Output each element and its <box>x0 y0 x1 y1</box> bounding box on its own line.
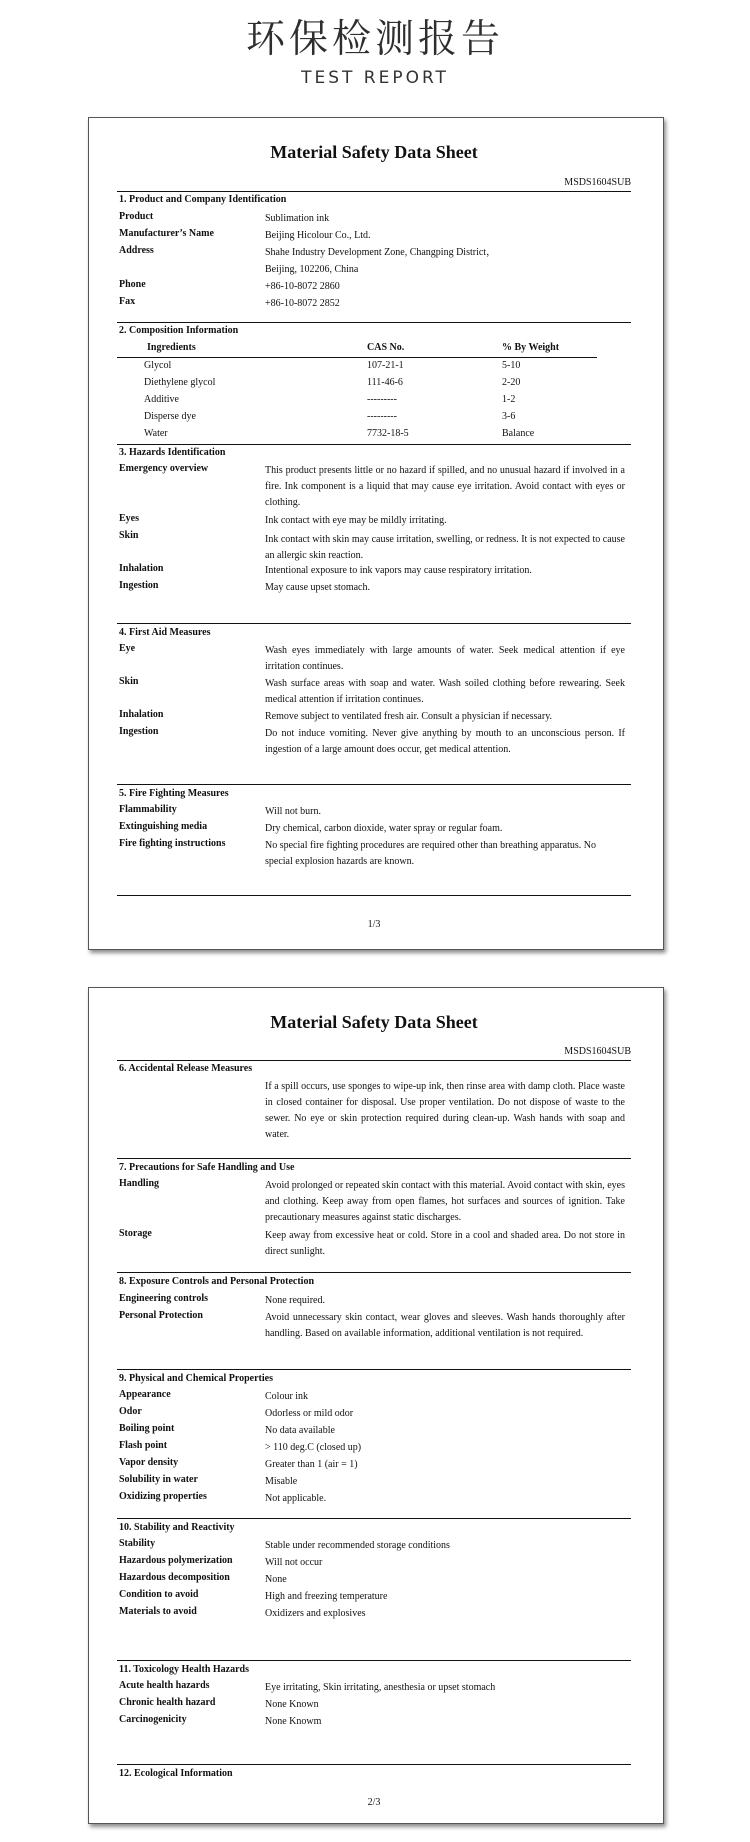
field-value: Do not induce vomiting. Never give anything by mouth to an unconscious person. If ingestion of a large amount does occur, get medical attention. <box>265 728 625 755</box>
field-label: Hazardous polymerization <box>119 1555 233 1566</box>
report-title-cn: 环保检测报告 <box>245 17 504 62</box>
msds-page-2 <box>88 987 664 1824</box>
composition-table-header <box>117 342 597 358</box>
field-label: Stability <box>119 1538 156 1549</box>
weight-cell: Balance <box>502 428 535 439</box>
field-label: Phone <box>119 279 146 290</box>
ingredient-cell: Diethylene glycol <box>144 377 216 388</box>
field-value: Shahe Industry Development Zone, Changping District， <box>265 247 497 258</box>
field-label: Fax <box>119 296 136 307</box>
weight-cell: 2-20 <box>502 377 521 388</box>
field-label: Appearance <box>119 1389 171 1400</box>
field-label: Eyes <box>119 513 139 524</box>
section-divider <box>117 444 631 445</box>
section-divider <box>117 1518 631 1519</box>
field-value: Eye irritating, Skin irritating, anesthesia or upset stomach <box>265 1682 496 1693</box>
column-header: % By Weight <box>502 342 560 353</box>
section-title: 9. Physical and Chemical Properties <box>119 1373 273 1384</box>
cas-cell: --------- <box>367 394 397 405</box>
section-divider <box>117 1158 631 1159</box>
field-value: Will not burn. <box>265 806 321 817</box>
section-title: 5. Fire Fighting Measures <box>119 788 229 799</box>
section-title: 2. Composition Information <box>119 325 239 336</box>
ingredient-cell: Disperse dye <box>144 411 196 422</box>
field-label: Boiling point <box>119 1423 175 1434</box>
field-value: Colour ink <box>265 1391 309 1402</box>
field-value: Odorless or mild odor <box>265 1408 354 1419</box>
field-value: Not applicable. <box>265 1493 327 1504</box>
section-divider <box>117 1764 631 1765</box>
field-label: Manufacturer’s Name <box>119 228 214 239</box>
doc-title: Material Safety Data Sheet <box>270 142 478 162</box>
field-value: Ink contact with eye may be mildly irritating. <box>265 515 447 526</box>
field-label: Handling <box>119 1178 160 1189</box>
field-value: Wash eyes immediately with large amounts of water. Seek medical attention if eye irritation continues. <box>265 645 625 672</box>
column-header: CAS No. <box>367 342 405 353</box>
ingredient-cell: Water <box>144 428 168 439</box>
ingredient-cell: Additive <box>144 394 179 405</box>
doc-code: MSDS1604SUB <box>564 177 631 188</box>
field-label: Inhalation <box>119 563 164 574</box>
doc-code: MSDS1604SUB <box>564 1046 631 1057</box>
field-label: Ingestion <box>119 580 159 591</box>
field-label: Emergency overview <box>119 463 209 474</box>
section-divider <box>117 1060 631 1061</box>
section-divider <box>117 191 631 192</box>
cas-cell: 107-21-1 <box>367 360 404 371</box>
footer-rule <box>117 895 631 896</box>
ingredient-cell: Glycol <box>144 360 172 371</box>
field-value: Stable under recommended storage conditions <box>265 1540 450 1551</box>
weight-cell: 5-10 <box>502 360 521 371</box>
field-label: Inhalation <box>119 709 164 720</box>
table-row <box>117 377 597 393</box>
field-value: Will not occur <box>265 1557 323 1568</box>
field-value: No data available <box>265 1425 335 1436</box>
field-value: Keep away from excessive heat or cold. Store in a cool and shaded area. Do not store in direct sunlight. <box>265 1230 625 1257</box>
field-value: Avoid unnecessary skin contact, wear gloves and sleeves. Wash hands thoroughly after handling. Based on available information, additional ventilation is not required. <box>265 1312 625 1339</box>
field-value: None Knowm <box>265 1716 322 1727</box>
field-value: Beijing, 102206, China <box>265 264 359 275</box>
field-value: May cause upset stomach. <box>265 582 370 593</box>
cas-cell: 7732-18-5 <box>367 428 409 439</box>
column-header: Ingredients <box>147 342 196 353</box>
section-title: 11. Toxicology Health Hazards <box>119 1664 250 1675</box>
field-label: Ingestion <box>119 726 159 737</box>
field-label: Flammability <box>119 804 177 815</box>
field-label: Flash point <box>119 1440 168 1451</box>
field-value: Ink contact with skin may cause irritation, swelling, or redness. It is not expected to cause an allergic skin reaction. <box>265 534 625 561</box>
section-title: 4. First Aid Measures <box>119 627 211 638</box>
field-label: Product <box>119 211 154 222</box>
section-title: 3. Hazards Identification <box>119 447 226 458</box>
section-title: 7. Precautions for Safe Handling and Use <box>119 1162 295 1173</box>
section-divider <box>117 1369 631 1370</box>
msds-page-1 <box>88 117 664 950</box>
field-label: Fire fighting instructions <box>119 838 226 849</box>
field-value: Misable <box>265 1476 298 1487</box>
field-label: Carcinogenicity <box>119 1714 187 1725</box>
field-value: None Known <box>265 1699 319 1710</box>
report-subtitle: TEST REPORT <box>301 68 449 88</box>
field-label: Skin <box>119 530 139 541</box>
field-label: Address <box>119 245 154 256</box>
field-value: +86-10-8072 2852 <box>265 298 340 309</box>
page-number: 1/3 <box>367 919 381 930</box>
section-divider <box>117 1660 631 1661</box>
field-value: > 110 deg.C (closed up) <box>265 1442 362 1453</box>
field-value: Greater than 1 (air = 1) <box>265 1459 358 1470</box>
field-value: High and freezing temperature <box>265 1591 388 1602</box>
section-title: 8. Exposure Controls and Personal Protection <box>119 1276 315 1287</box>
field-label: Oxidizing properties <box>119 1491 207 1502</box>
field-value: Sublimation ink <box>265 213 330 224</box>
field-label: Condition to avoid <box>119 1589 199 1600</box>
field-label: Extinguishing media <box>119 821 208 832</box>
field-value: None <box>265 1574 287 1585</box>
field-value: Intentional exposure to ink vapors may cause respiratory irritation. <box>265 565 532 576</box>
section-title: 12. Ecological Information <box>119 1768 233 1779</box>
field-value: No special fire fighting procedures are required other than breathing apparatus. No special explosion hazards are known. <box>265 840 596 867</box>
table-row <box>117 411 597 427</box>
field-label: Acute health hazards <box>119 1680 210 1691</box>
page-number: 2/3 <box>367 1797 381 1808</box>
field-value: +86-10-8072 2860 <box>265 281 340 292</box>
field-label: Hazardous decomposition <box>119 1572 230 1583</box>
field-value: Avoid prolonged or repeated skin contact with this material. Avoid contact with skin, eyes and clothing. Keep away from open flames, hot surfaces and sources of ignition. Take precautionary measures against static discharges. <box>265 1180 625 1223</box>
field-label: Engineering controls <box>119 1293 208 1304</box>
field-value: Wash surface areas with soap and water. Wash soiled clothing before rewearing. Seek medical attention if irritation continues. <box>265 678 625 705</box>
field-label: Vapor density <box>119 1457 179 1468</box>
cas-cell: --------- <box>367 411 397 422</box>
section-title: 1. Product and Company Identification <box>119 194 287 205</box>
field-label: Personal Protection <box>119 1310 203 1321</box>
weight-cell: 1-2 <box>502 394 516 405</box>
field-value: If a spill occurs, use sponges to wipe-up ink, then rinse area with damp cloth. Place waste in closed container for disposal. Use proper ventilation. Do not dispose of waste to the sewer. No eye or skin protection required during clean-up. Wash hands with soap and water. <box>265 1081 625 1140</box>
weight-cell: 3-6 <box>502 411 516 422</box>
cas-cell: 111-46-6 <box>367 377 403 388</box>
field-label: Eye <box>119 643 136 654</box>
field-value: Beijing Hicolour Co., Ltd. <box>265 230 371 241</box>
doc-title: Material Safety Data Sheet <box>270 1012 478 1032</box>
field-value: Dry chemical, carbon dioxide, water spray or regular foam. <box>265 823 503 834</box>
table-row <box>117 428 597 444</box>
table-row <box>117 360 597 376</box>
section-divider <box>117 784 631 785</box>
field-label: Materials to avoid <box>119 1606 197 1617</box>
field-label: Skin <box>119 676 139 687</box>
section-title: 10. Stability and Reactivity <box>119 1522 235 1533</box>
field-label: Storage <box>119 1228 152 1239</box>
field-label: Odor <box>119 1406 142 1417</box>
section-divider <box>117 623 631 624</box>
field-value: This product presents little or no hazard if spilled, and no unusual hazard if involved in a fire. Ink component is a liquid that may cause eye irritation. Avoid contact with eyes or clothing. <box>265 465 625 508</box>
section-title: 6. Accidental Release Measures <box>119 1063 253 1074</box>
field-value: Remove subject to ventilated fresh air. Consult a physician if necessary. <box>265 711 553 722</box>
field-label: Chronic health hazard <box>119 1697 216 1708</box>
section-divider <box>117 1272 631 1273</box>
field-value: Oxidizers and explosives <box>265 1608 366 1619</box>
table-row <box>117 394 597 410</box>
field-label: Solubility in water <box>119 1474 198 1485</box>
field-value: None required. <box>265 1295 325 1306</box>
section-divider <box>117 322 631 323</box>
